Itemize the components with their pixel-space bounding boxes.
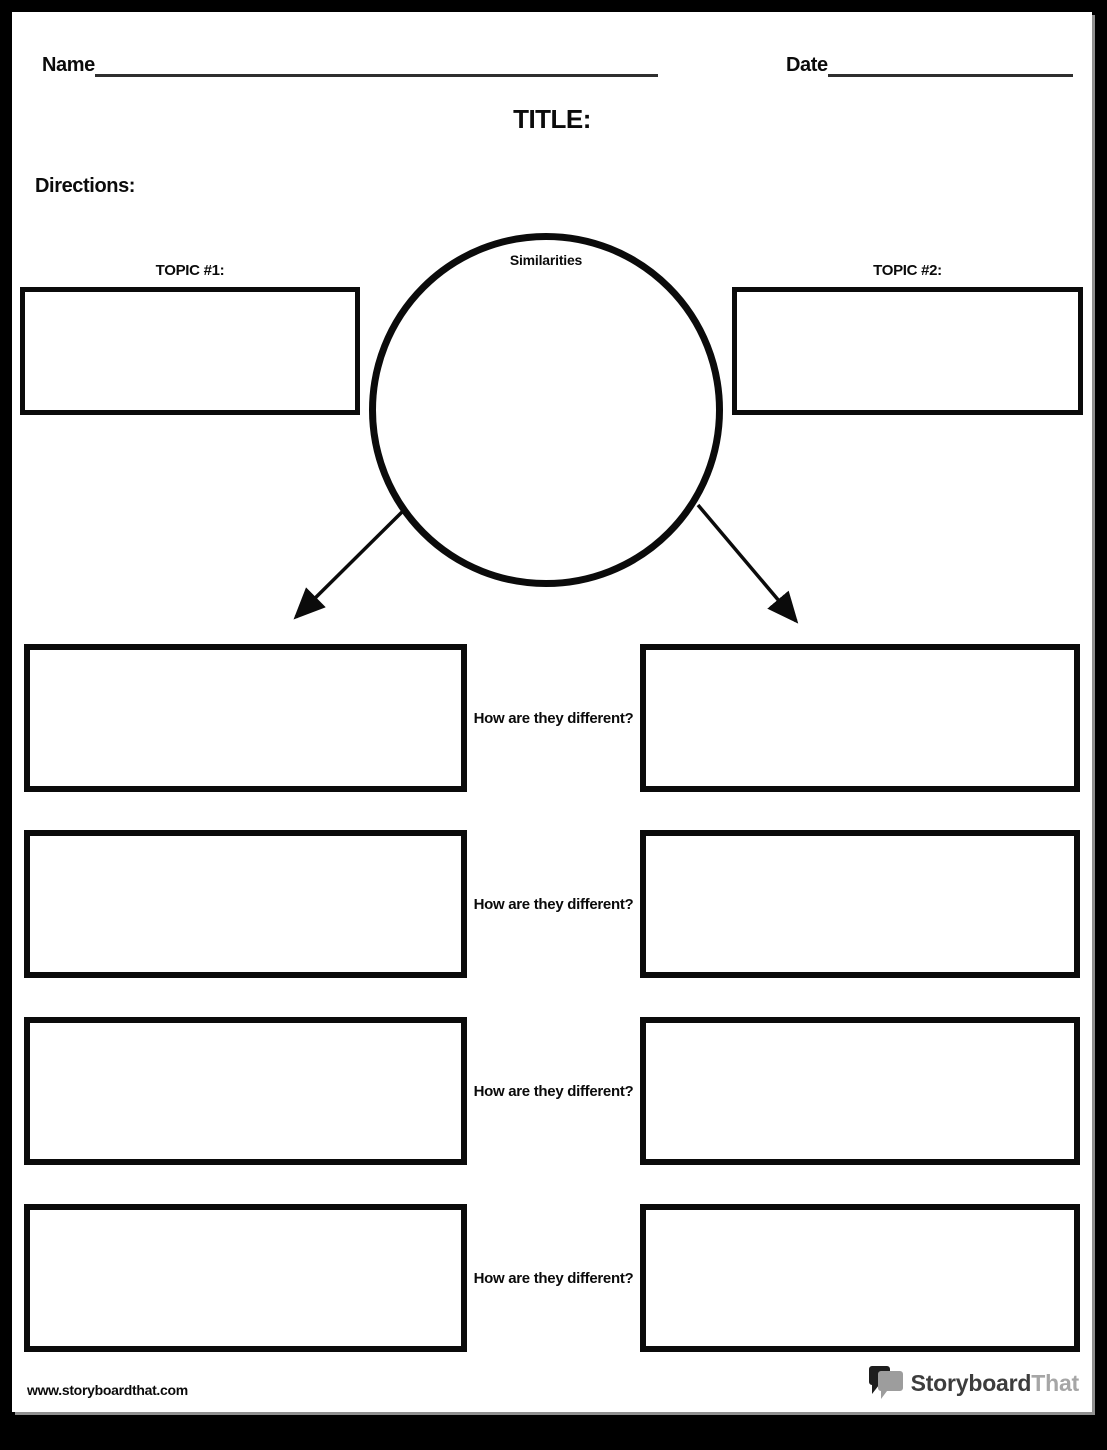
difference-box-right-4[interactable] — [640, 1204, 1080, 1352]
difference-label-2: How are they different? — [473, 895, 634, 913]
difference-box-left-2[interactable] — [24, 830, 467, 978]
worksheet-page — [12, 12, 1092, 1412]
logo-text-storyboard: Storyboard — [910, 1369, 1032, 1396]
similarities-label: Similarities — [509, 252, 583, 268]
difference-row — [12, 830, 1092, 978]
speech-bubbles-icon — [868, 1364, 904, 1402]
directions-label: Directions: — [35, 175, 136, 197]
logo-text-that: That — [1031, 1369, 1079, 1396]
difference-box-right-3[interactable] — [640, 1017, 1080, 1165]
difference-box-right-2[interactable] — [640, 830, 1080, 978]
difference-row — [12, 644, 1092, 792]
difference-box-left-4[interactable] — [24, 1204, 467, 1352]
storyboardthat-logo — [868, 1364, 1079, 1402]
name-label: Name — [42, 54, 95, 76]
difference-box-right-1[interactable] — [640, 644, 1080, 792]
logo-text — [911, 1370, 1079, 1397]
similarities-circle[interactable] — [373, 237, 720, 584]
left-arrow-icon — [296, 512, 402, 617]
footer-url: www.storyboardthat.com — [27, 1382, 188, 1398]
difference-row — [12, 1017, 1092, 1165]
difference-label-3: How are they different? — [473, 1082, 634, 1100]
topic2-label: TOPIC #2: — [873, 262, 942, 279]
difference-label-4: How are they different? — [473, 1269, 634, 1287]
difference-box-left-3[interactable] — [24, 1017, 467, 1165]
worksheet-title: TITLE: — [513, 104, 591, 134]
right-arrow-icon — [698, 505, 796, 621]
difference-row — [12, 1204, 1092, 1352]
topic1-label: TOPIC #1: — [155, 262, 225, 279]
difference-label-1: How are they different? — [473, 709, 634, 727]
difference-box-left-1[interactable] — [24, 644, 467, 792]
date-label: Date — [786, 54, 828, 76]
